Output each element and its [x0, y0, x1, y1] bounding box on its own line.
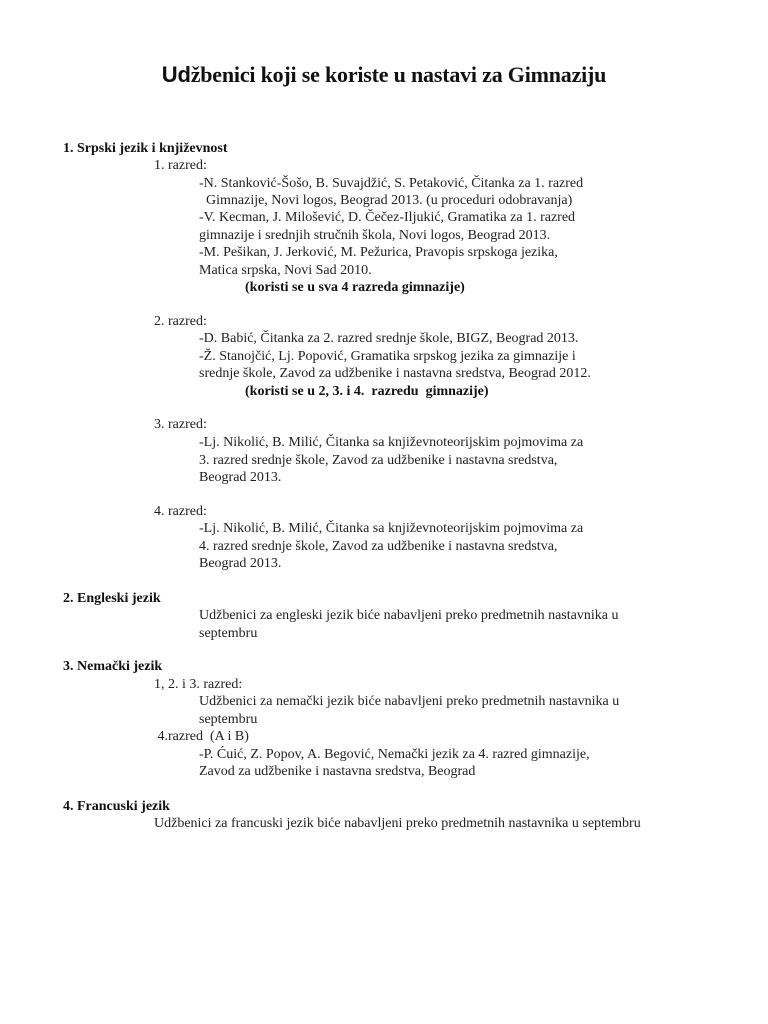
info-line: septembru	[199, 712, 258, 727]
grade-label-2: 2. razred:	[154, 314, 207, 329]
book-line: -N. Stanković-Šošo, B. Suvajdžić, S. Petaković, Čitanka za 1. razred	[199, 176, 584, 191]
grade-label-1-3: 1, 2. i 3. razred:	[154, 677, 243, 692]
grade-label-4ab: 4.razred (A i B)	[154, 729, 249, 744]
usage-note: (koristi se u 2, 3. i 4. razredu gimnazije)	[245, 384, 489, 399]
book-line: Beograd 2013.	[199, 556, 282, 571]
book-line: -D. Babić, Čitanka za 2. razred srednje škole, BIGZ, Beograd 2013.	[199, 331, 579, 346]
book-line: gimnazije i srednjih stručnih škola, Novi logos, Beograd 2013.	[199, 228, 551, 243]
section-heading-nemacki: 3. Nemački jezik	[63, 659, 163, 674]
book-line: Zavod za udžbenike i nastavna sredstva, Beograd	[199, 764, 476, 779]
title-prefix: Ud	[161, 62, 191, 87]
info-line: Udžbenici za nemački jezik biće nabavljeni preko predmetnih nastavnika u	[199, 694, 620, 709]
book-line: -V. Kecman, J. Milošević, D. Čečez-Iljukić, Gramatika za 1. razred	[199, 210, 576, 225]
info-line: septembru	[199, 626, 258, 641]
book-line: Gimnazije, Novi logos, Beograd 2013. (u proceduri odobravanja)	[199, 193, 573, 208]
usage-note: (koristi se u sva 4 razreda gimnazije)	[245, 280, 465, 295]
book-line: -Ž. Stanojčić, Lj. Popović, Gramatika srpskog jezika za gimnazije i	[199, 349, 576, 364]
book-line: 4. razred srednje škole, Zavod za udžbenike i nastavna sredstva,	[199, 539, 558, 554]
grade-label-1: 1. razred:	[154, 158, 207, 173]
section-heading-srpski: 1. Srpski jezik i književnost	[63, 141, 228, 156]
book-line: srednje škole, Zavod za udžbenike i nastavna sredstva, Beograd 2012.	[199, 366, 591, 381]
grade-label-4: 4. razred:	[154, 504, 207, 519]
book-line: -P. Ćuić, Z. Popov, A. Begović, Nemački jezik za 4. razred gimnazije,	[199, 747, 590, 762]
book-line: 3. razred srednje škole, Zavod za udžbenike i nastavna sredstva,	[199, 453, 558, 468]
book-line: Beograd 2013.	[199, 470, 282, 485]
book-line: -M. Pešikan, J. Jerković, M. Pežurica, Pravopis srpskoga jezika,	[199, 245, 558, 260]
info-line: Udžbenici za engleski jezik biće nabavljeni preko predmetnih nastavnika u	[199, 608, 619, 623]
grade-label-3: 3. razred:	[154, 417, 207, 432]
section-heading-engleski: 2. Engleski jezik	[63, 591, 161, 606]
section-heading-francuski: 4. Francuski jezik	[63, 799, 170, 814]
info-line: Udžbenici za francuski jezik biće nabavljeni preko predmetnih nastavnika u septembru	[154, 816, 641, 831]
book-line: Matica srpska, Novi Sad 2010.	[199, 263, 372, 278]
page-title	[0, 62, 768, 88]
title-text: žbenici koji se koriste u nastavi za Gimnaziju	[190, 62, 607, 87]
book-line: -Lj. Nikolić, B. Milić, Čitanka sa književnoteorijskim pojmovima za	[199, 521, 584, 536]
book-line: -Lj. Nikolić, B. Milić, Čitanka sa književnoteorijskim pojmovima za	[199, 435, 584, 450]
